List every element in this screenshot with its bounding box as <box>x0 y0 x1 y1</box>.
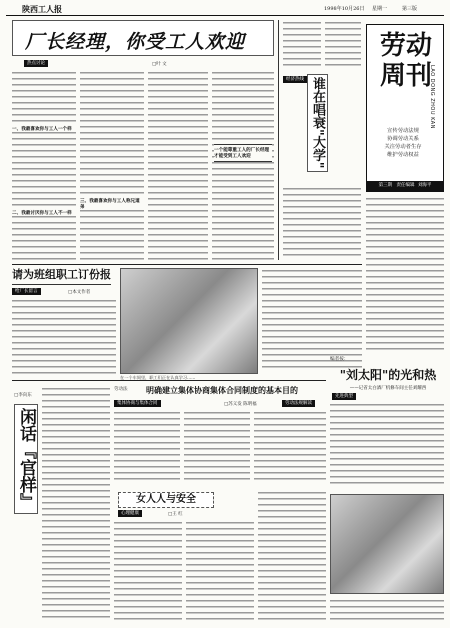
column-headline: 闲话『官样』 <box>14 404 38 514</box>
sidebar-tag: 先进典型 <box>332 393 356 400</box>
bottom-col-3 <box>258 490 326 620</box>
right-col-text <box>366 196 444 352</box>
lead-headline: 厂长经理，你受工人欢迎 <box>25 31 246 53</box>
masthead-pinyin: LAO DONG ZHOU KAN <box>429 65 435 129</box>
subscription-tag: 给厂长留言 <box>12 288 41 295</box>
lead-col-3 <box>148 70 208 260</box>
slogan-line: 宣传劳动法规 <box>387 128 419 134</box>
lead-col-2 <box>80 70 144 260</box>
sidebar-text <box>330 402 444 486</box>
collective-col-2 <box>184 410 250 482</box>
masthead-title: 劳动周刊 <box>379 31 432 91</box>
collective-author: □苏义发 陈明福 <box>224 402 257 407</box>
sidebar-subhead: ——记省太白酒厂机修车间主任刘耀西 <box>349 386 427 391</box>
masthead-issue-bar <box>367 181 443 191</box>
lead-headline-box <box>12 20 274 56</box>
paper-name: 陕西工人报 <box>22 5 62 14</box>
lead-author: □叶 文 <box>152 62 167 67</box>
page-header <box>6 2 444 16</box>
masthead-editor-name: 刘海平 <box>417 183 432 188</box>
collective-tag-right: 劳动法规解读 <box>282 400 315 407</box>
bottom-photo-caption <box>330 598 444 622</box>
masthead-slogans <box>373 127 433 159</box>
lead-article <box>12 58 274 262</box>
subscription-author: □本文作者 <box>68 290 91 295</box>
lead-col-1 <box>12 70 76 260</box>
bottom-feature <box>114 490 326 622</box>
center-col-c <box>283 186 361 260</box>
center-headline: 谁在唱衰"大学" <box>307 74 328 172</box>
collective-tag-left: 集体协商与集体合同 <box>114 400 161 407</box>
slogan-line: 关注劳动者生存 <box>384 144 422 150</box>
lead-subhead-2: 二、我最讨厌你与工人不一样 <box>12 210 76 216</box>
slogan-line: 协调劳动关系 <box>387 136 419 142</box>
masthead <box>366 24 444 192</box>
header-page: 第三版 <box>402 6 418 12</box>
photo-caption: 在一个车间里，职工们正在认真学习…… <box>120 375 196 380</box>
bottom-headline: 女人人与安全 <box>118 492 214 508</box>
lead-subhead-1: 一、我最喜欢你与工人一个样 <box>12 126 76 132</box>
subscription-headline: 请为班组职工订份报 <box>12 268 111 285</box>
sidebar-headline: "刘太阳"的光和热 <box>339 368 437 382</box>
lead-col-4 <box>212 70 274 260</box>
bottom-author: □王 红 <box>168 512 183 517</box>
column-block <box>12 384 110 622</box>
sidebar-feature <box>330 356 444 488</box>
subscription-block <box>12 268 116 378</box>
center-tag: 经济热线 <box>283 76 307 83</box>
slogan-line: 维护劳动权益 <box>387 152 419 158</box>
column-text <box>42 386 110 620</box>
header-date: 1998年10月26日 <box>324 6 365 12</box>
collective-kicker: 劳动法 <box>114 387 128 392</box>
subscription-text <box>12 298 116 376</box>
lead-quote: 一个能尊重工人的厂长经理才能受到工人欢迎 <box>214 144 272 162</box>
center-article <box>278 20 362 260</box>
bottom-col-2 <box>186 520 254 620</box>
editor-note-text <box>262 268 362 368</box>
collective-article <box>114 384 326 484</box>
collective-col-1 <box>114 410 180 482</box>
lead-tag: 热点讨论 <box>24 60 48 67</box>
divider-lower <box>12 380 326 381</box>
bottom-tag: 心理健康 <box>118 510 142 517</box>
collective-headline: 明确建立集体协商集体合同制度的基本目的 <box>146 386 298 395</box>
workers-photo <box>120 268 258 374</box>
bottom-photo <box>330 494 444 594</box>
center-col-a <box>283 20 321 68</box>
header-weekday: 星期一 <box>372 6 388 12</box>
collective-col-3 <box>254 410 326 482</box>
bottom-col-1 <box>114 520 182 620</box>
column-byline: □李向东 <box>14 393 32 398</box>
masthead-editor-label: 责任编辑 <box>396 183 415 188</box>
sidebar-note: 编者按： <box>330 357 349 362</box>
center-col-b <box>325 20 361 68</box>
divider-mid <box>12 264 362 265</box>
masthead-issue: 第三期 <box>378 183 393 188</box>
lead-subhead-3: 三、我最喜欢你与工人称兄道弟 <box>80 198 144 210</box>
